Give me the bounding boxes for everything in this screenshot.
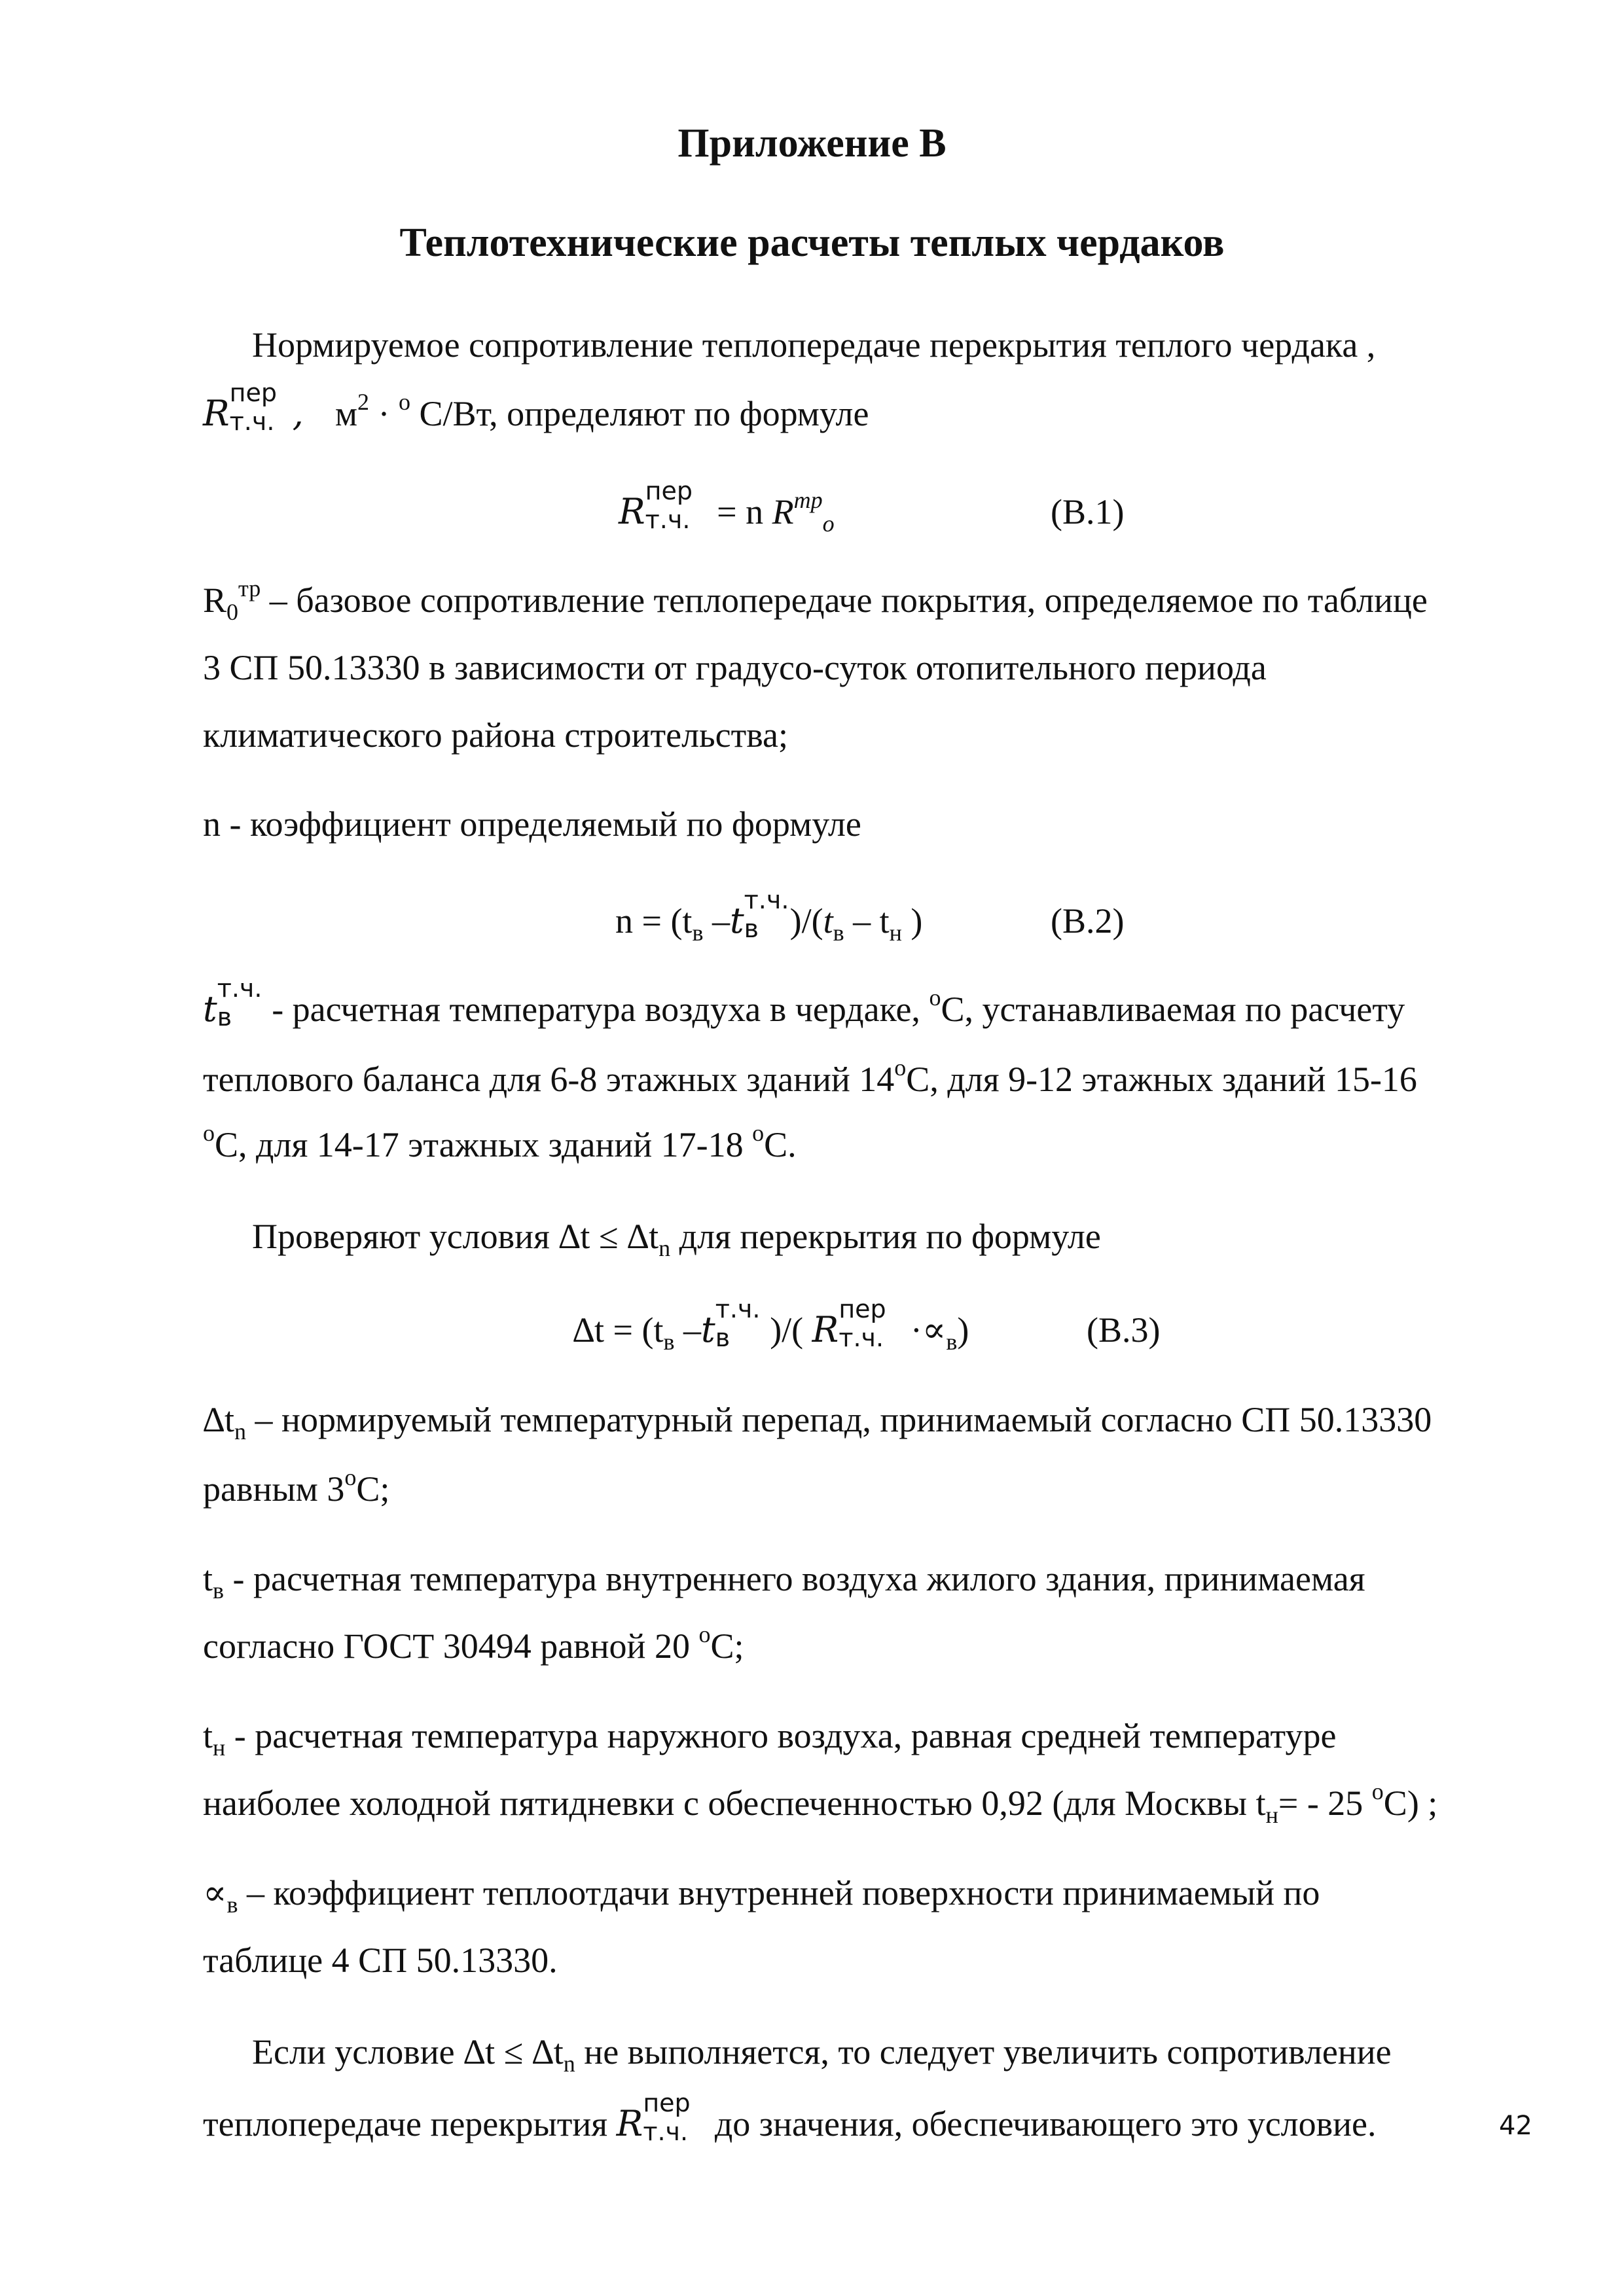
- subscript: n: [659, 1235, 671, 1261]
- paragraph-final-line1: [252, 2032, 1392, 2077]
- equation-b3: [573, 1295, 969, 1355]
- subscript: н: [1265, 1802, 1278, 1828]
- subscript: т.ч.: [645, 505, 691, 534]
- subscript: н: [889, 920, 902, 946]
- text: до значения, обеспечивающего это условие.: [706, 2104, 1377, 2144]
- text: = - 25: [1278, 1784, 1372, 1823]
- subscript: n: [563, 2051, 575, 2077]
- paragraph-ttch-line3: [203, 1120, 797, 1164]
- subscript: o: [822, 511, 835, 537]
- text: С, для 9-12 этажных зданий 15-16: [906, 1060, 1417, 1099]
- comma: ,: [292, 393, 304, 434]
- paragraph-r0-line1: [203, 575, 1428, 625]
- text: ∆t: [203, 1400, 235, 1439]
- text: равным 3: [203, 1469, 345, 1509]
- symbol-t: t: [700, 1309, 715, 1350]
- subscript: т.ч.: [643, 2117, 689, 2146]
- paragraph-ttch-line2: [203, 1054, 1417, 1099]
- text: теплового баланса для 6-8 этажных зданий 14: [203, 1060, 895, 1099]
- paragraph-n: n - коэффициент определяемый по формуле: [203, 804, 861, 844]
- text: –: [674, 1310, 701, 1350]
- superscript: пер: [229, 378, 278, 407]
- text: - расчетная температура наружного воздуха, равная средней температуре: [225, 1716, 1337, 1755]
- text: С, устанавливаемая по расчету: [941, 990, 1405, 1029]
- text: – t: [844, 901, 890, 941]
- symbol-R: R: [619, 491, 645, 532]
- superscript: т.ч.: [217, 974, 262, 1003]
- paragraph-dtn-line2: [203, 1464, 390, 1509]
- degree: о: [203, 1120, 215, 1146]
- text: ∝: [203, 1873, 227, 1912]
- page-number: 42: [1499, 2111, 1532, 2141]
- degree: о: [698, 1621, 711, 1647]
- symbol-t: t: [729, 900, 744, 941]
- text: С, для 14-17 этажных зданий 17-18: [215, 1125, 753, 1164]
- paragraph-ttch-line1: [203, 974, 1405, 1031]
- section-title: Теплотехнические расчеты теплых чердаков: [399, 221, 1225, 265]
- equation-b2: [615, 886, 923, 946]
- equation-b1: [619, 476, 835, 537]
- paragraph-r0-line2: 3 СП 50.13330 в зависимости от градусо-суток отопительного периода: [203, 648, 1267, 687]
- subscript: в: [213, 1577, 225, 1604]
- equation-middle: = n: [708, 492, 772, 531]
- symbol-R: R: [772, 492, 794, 531]
- degree: о: [752, 1120, 765, 1146]
- text: Если условие ∆t ≤ ∆t: [252, 2032, 564, 2072]
- text: – нормируемый температурный перепад, принимаемый согласно СП 50.13330: [246, 1400, 1432, 1439]
- superscript: пер: [645, 476, 693, 505]
- degree: о: [894, 1054, 907, 1081]
- subscript: в: [692, 920, 704, 946]
- text: ∆t = (t: [573, 1310, 664, 1350]
- symbol-t: t: [203, 988, 217, 1030]
- paragraph-alpha-line2: таблице 4 СП 50.13330.: [203, 1941, 558, 1980]
- text: t: [203, 1559, 213, 1598]
- unit-rest: С/Вт, определяют по формуле: [410, 394, 869, 433]
- equation-number-b3: (В.3): [1087, 1310, 1161, 1350]
- equation-number-b2: (В.2): [1051, 901, 1125, 941]
- text: –: [703, 901, 730, 941]
- paragraph-dtn-line1: [203, 1400, 1432, 1444]
- symbol-R: R: [203, 393, 230, 434]
- text: Проверяют условия ∆t ≤ ∆t: [252, 1217, 659, 1256]
- subscript: н: [213, 1734, 226, 1761]
- text: )/(: [789, 901, 823, 941]
- text: С) ;: [1383, 1784, 1438, 1823]
- subscript: в: [744, 914, 759, 943]
- text: наиболее холодной пятидневки с обеспеченностью 0,92 (для Москвы t: [203, 1784, 1266, 1823]
- subscript: в: [217, 1003, 232, 1031]
- paragraph-tn-line1: [203, 1716, 1337, 1761]
- superscript: т.ч.: [744, 886, 789, 914]
- superscript: пер: [643, 2089, 691, 2117]
- equation-number-b1: (В.1): [1051, 492, 1125, 531]
- subscript: в: [226, 1892, 238, 1918]
- symbol-t: t: [823, 901, 833, 941]
- text: - расчетная температура воздуха в чердаке,: [262, 990, 929, 1029]
- text: – базовое сопротивление теплопередаче покрытия, определяемое по таблице: [261, 581, 1428, 620]
- degree: о: [929, 984, 941, 1011]
- paragraph-tv-line1: [203, 1559, 1365, 1604]
- subscript: в: [946, 1329, 958, 1355]
- degree: о: [344, 1464, 357, 1490]
- superscript: тр: [238, 575, 261, 601]
- subscript: в: [663, 1329, 675, 1355]
- superscript: тр: [793, 487, 823, 513]
- text: ): [901, 901, 923, 941]
- subscript: в: [715, 1323, 731, 1352]
- text: n = (t: [615, 901, 693, 941]
- unit-power: 2: [357, 389, 370, 415]
- paragraph-tv-line2: [203, 1621, 744, 1666]
- paragraph-final-line2: [203, 2089, 1377, 2146]
- text: )/(: [761, 1310, 812, 1350]
- paragraph-tn-line2: [203, 1778, 1438, 1828]
- subscript: т.ч.: [229, 407, 275, 436]
- text: С;: [356, 1469, 390, 1509]
- text: t: [203, 1716, 213, 1755]
- paragraph-intro-line2: [203, 378, 869, 436]
- text: согласно ГОСТ 30494 равной 20: [203, 1626, 699, 1666]
- superscript: пер: [839, 1295, 886, 1323]
- subscript: в: [833, 920, 844, 946]
- paragraph-r0-line3: климатического района строительства;: [203, 715, 789, 755]
- symbol-R: R: [812, 1309, 839, 1350]
- paragraph-alpha-line1: [203, 1873, 1320, 1918]
- text: – коэффициент теплоотдачи внутренней поверхности принимаемый по: [238, 1873, 1320, 1912]
- symbol-R: R: [203, 581, 227, 620]
- unit-degree: о: [399, 389, 410, 415]
- text: - расчетная температура внутреннего воздуха жилого здания, принимаемая: [224, 1559, 1365, 1598]
- unit-m: м: [334, 394, 358, 433]
- symbol-R: R: [616, 2103, 643, 2144]
- paragraph-intro-line1: Нормируемое сопротивление теплопередаче перекрытия теплого чердака ,: [252, 325, 1376, 365]
- degree: о: [1371, 1778, 1384, 1804]
- text: не выполняется, то следует увеличить сопротивление: [575, 2032, 1392, 2072]
- paragraph-check: [252, 1217, 1101, 1261]
- text: С.: [764, 1125, 797, 1164]
- unit-dot: ·: [369, 394, 399, 433]
- subscript: 0: [226, 599, 239, 625]
- subscript: т.ч.: [839, 1323, 884, 1352]
- superscript: т.ч.: [715, 1295, 761, 1323]
- text: теплопередаче перекрытия: [203, 2104, 617, 2144]
- text: ·∝: [901, 1310, 947, 1350]
- text: С;: [710, 1626, 744, 1666]
- subscript: n: [234, 1418, 247, 1444]
- text: ): [957, 1310, 969, 1350]
- text: для перекрытия по формуле: [670, 1217, 1101, 1256]
- appendix-title: Приложение В: [677, 121, 947, 166]
